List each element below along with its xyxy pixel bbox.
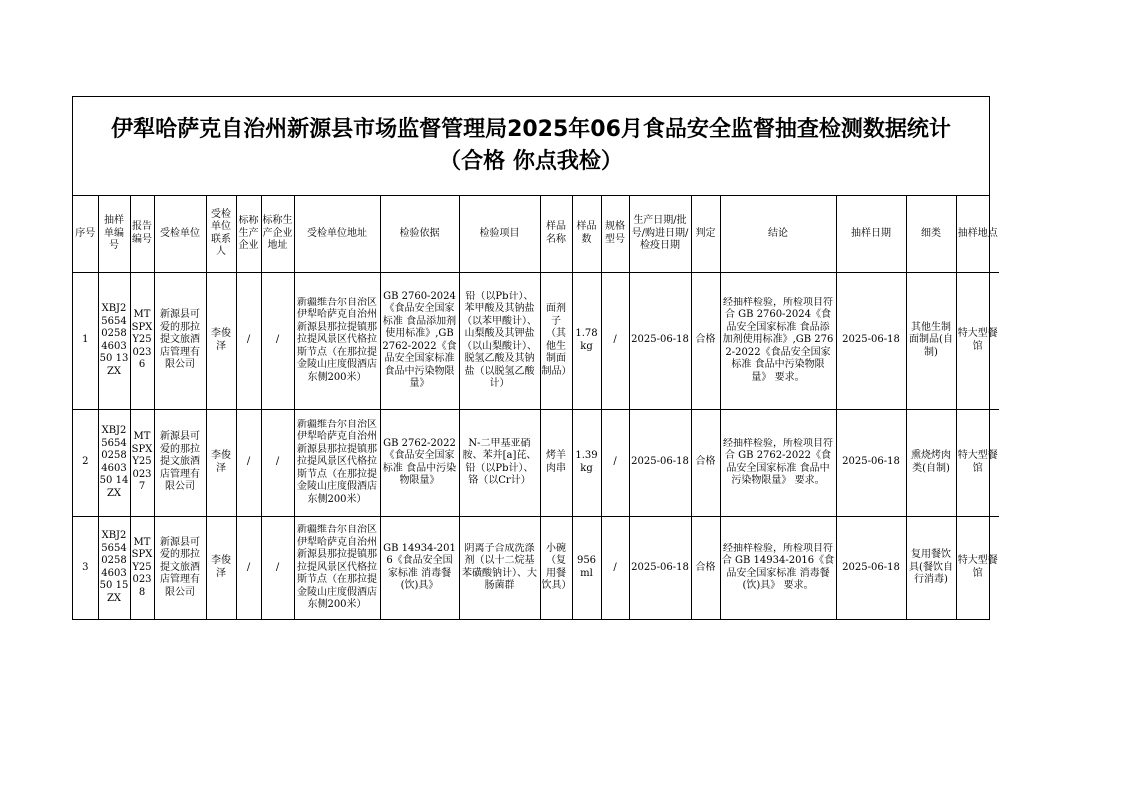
cell-sample-id: XBJ256540258460350 15ZX bbox=[98, 516, 130, 619]
cell-no: 1 bbox=[73, 272, 98, 409]
cell-category: 其他生制面制品(自制) bbox=[906, 272, 956, 409]
col-header-text: 标称生产企业 bbox=[238, 215, 259, 251]
cell-date: 2025-06-18 bbox=[629, 516, 691, 619]
col-header: 抽样单编号 bbox=[98, 196, 130, 272]
col-header: 规格型号 bbox=[601, 196, 629, 272]
cell-verdict: 合格 bbox=[691, 409, 720, 516]
cell-basis bbox=[380, 409, 459, 516]
table-row bbox=[73, 516, 999, 619]
col-header: 抽样地点 bbox=[956, 196, 999, 272]
cell-unit-addr-text: 新疆维吾尔自治区伊犁哈萨克自治州新源县那拉提镇那拉提风景区代格拉斯节点（在那拉提金陵山庄度假酒店东侧200米） bbox=[297, 418, 377, 505]
cell-basis-text: GB 2760-2024《食品安全国家标准 食品添加剂使用标准》,GB 2762-2022《食品安全国家标准 食品中污染物限量》 bbox=[382, 290, 457, 389]
col-header: 报告编号 bbox=[130, 196, 154, 272]
report-title-line-2: （合格 你点我检） bbox=[439, 149, 623, 174]
cell-sample-name: 烤羊肉串 bbox=[540, 409, 572, 516]
cell-unit-addr bbox=[294, 272, 380, 409]
col-header: 检验依据 bbox=[380, 196, 459, 272]
table-row bbox=[73, 409, 999, 516]
cell-spec: / bbox=[601, 516, 629, 619]
col-header: 抽样日期 bbox=[836, 196, 906, 272]
cell-sample-id: XBJ256540258460350 14ZX bbox=[98, 409, 130, 516]
cell-items-text: 铅（以Pb计）、苯甲酸及其钠盐（以苯甲酸计）、山梨酸及其钾盐（以山梨酸计）、脱氢乙酸及其钠盐（以脱氢乙酸计） bbox=[462, 290, 537, 389]
cell-report-id: MTSPXY250238 bbox=[130, 516, 154, 619]
cell-sample-date: 2025-06-18 bbox=[836, 272, 906, 409]
table-header-row bbox=[73, 196, 999, 272]
cell-unit-addr bbox=[294, 409, 380, 516]
cell-qty: 1.78kg bbox=[572, 272, 601, 409]
cell-items-text: N-二甲基亚硝胺、苯并[a]芘、铅（以Pb计）、铬（以Cr计） bbox=[462, 437, 537, 486]
cell-producer-addr: / bbox=[261, 272, 294, 409]
table-row bbox=[73, 272, 999, 409]
cell-sample-date: 2025-06-18 bbox=[836, 409, 906, 516]
cell-verdict: 合格 bbox=[691, 272, 720, 409]
cell-producer: / bbox=[236, 409, 261, 516]
cell-producer-addr: / bbox=[261, 516, 294, 619]
cell-sample-name: 小碗（复用餐饮具） bbox=[540, 516, 572, 619]
cell-verdict: 合格 bbox=[691, 516, 720, 619]
cell-items bbox=[459, 272, 540, 409]
cell-basis-text: GB 14934-2016《食品安全国家标准 消毒餐(饮)具》 bbox=[383, 542, 456, 592]
cell-location: 特大型餐馆 bbox=[956, 272, 999, 409]
col-header: 标称生产企业地址 bbox=[261, 196, 294, 272]
cell-producer-addr: / bbox=[261, 409, 294, 516]
cell-report-id: MTSPXY250237 bbox=[130, 409, 154, 516]
report-title bbox=[73, 97, 989, 196]
cell-items bbox=[459, 409, 540, 516]
cell-items-text: 阴离子合成洗涤剂（以十二烷基苯磺酸钠计）、大肠菌群 bbox=[462, 542, 537, 592]
cell-conclusion bbox=[720, 516, 836, 619]
report-title-line-1: 伊犁哈萨克自治州新源县市场监督管理局2025年06月食品安全监督抽查检测数据统计 bbox=[111, 117, 951, 142]
cell-spec: / bbox=[601, 409, 629, 516]
cell-contact: 李俊泽 bbox=[206, 409, 236, 516]
cell-conclusion-text: 经抽样检验，所检项目符合 GB 14934-2016《食品安全国家标准 消毒餐(饮)具》 要求。 bbox=[721, 542, 835, 592]
col-header: 结论 bbox=[720, 196, 836, 272]
cell-sample-date: 2025-06-18 bbox=[836, 516, 906, 619]
cell-spec: / bbox=[601, 272, 629, 409]
cell-contact: 李俊泽 bbox=[206, 516, 236, 619]
cell-items bbox=[459, 516, 540, 619]
cell-basis bbox=[380, 516, 459, 619]
col-header: 生产日期/批号/购进日期/检疫日期 bbox=[629, 196, 691, 272]
col-header bbox=[236, 196, 261, 272]
col-header: 样品名称 bbox=[540, 196, 572, 272]
col-header: 检验项目 bbox=[459, 196, 540, 272]
cell-basis-text: GB 2762-2022《食品安全国家标准 食品中污染物限量》 bbox=[382, 437, 457, 486]
col-header: 受检单位地址 bbox=[294, 196, 380, 272]
cell-contact: 李俊泽 bbox=[206, 272, 236, 409]
col-header: 判定 bbox=[691, 196, 720, 272]
cell-producer: / bbox=[236, 516, 261, 619]
cell-basis bbox=[380, 272, 459, 409]
col-header: 细类 bbox=[906, 196, 956, 272]
col-header: 受检单位联系人 bbox=[206, 196, 236, 272]
cell-sample-name: 面剂子（其他生制面制品） bbox=[540, 272, 572, 409]
cell-date: 2025-06-18 bbox=[629, 409, 691, 516]
col-header: 序号 bbox=[73, 196, 98, 272]
col-header: 样品数 bbox=[572, 196, 601, 272]
col-header: 受检单位 bbox=[154, 196, 206, 272]
cell-unit-addr-text: 新疆维吾尔自治区伊犁哈萨克自治州新源县那拉提镇那拉提风景区代格拉斯节点（在那拉提金陵山庄度假酒店东侧200米） bbox=[297, 296, 377, 383]
inspection-table bbox=[73, 196, 999, 619]
cell-location: 特大型餐馆 bbox=[956, 409, 999, 516]
cell-conclusion-text: 经抽样检验，所检项目符合 GB 2762-2022《食品安全国家标准 食品中污染物限量》 要求。 bbox=[723, 437, 833, 486]
cell-conclusion bbox=[720, 272, 836, 409]
cell-conclusion-text: 经抽样检验，所检项目符合 GB 2760-2024《食品安全国家标准 食品添加剂使用标准》,GB 2762-2022《食品安全国家标准 食品中污染物限量》 要求。 bbox=[722, 296, 834, 383]
cell-no: 3 bbox=[73, 516, 98, 619]
cell-category: 复用餐饮具(餐饮自行消毒) bbox=[906, 516, 956, 619]
cell-location: 特大型餐馆 bbox=[956, 516, 999, 619]
cell-unit: 新源县可爱的那拉提文旅酒店管理有限公司 bbox=[154, 272, 206, 409]
cell-report-id: MTSPXY250236 bbox=[130, 272, 154, 409]
cell-qty: 956ml bbox=[572, 516, 601, 619]
cell-unit-addr bbox=[294, 516, 380, 619]
cell-unit: 新源县可爱的那拉提文旅酒店管理有限公司 bbox=[154, 516, 206, 619]
cell-qty: 1.39kg bbox=[572, 409, 601, 516]
cell-unit: 新源县可爱的那拉提文旅酒店管理有限公司 bbox=[154, 409, 206, 516]
cell-sample-id: XBJ256540258460350 13ZX bbox=[98, 272, 130, 409]
cell-unit-addr-text: 新疆维吾尔自治区伊犁哈萨克自治州新源县那拉提镇那拉提风景区代格拉斯节点（在那拉提金陵山庄度假酒店东侧200米） bbox=[297, 524, 377, 610]
cell-no: 2 bbox=[73, 409, 98, 516]
cell-category: 熏烧烤肉类(自制) bbox=[906, 409, 956, 516]
inspection-sheet bbox=[72, 96, 998, 620]
cell-conclusion bbox=[720, 409, 836, 516]
cell-date: 2025-06-18 bbox=[629, 272, 691, 409]
cell-producer: / bbox=[236, 272, 261, 409]
